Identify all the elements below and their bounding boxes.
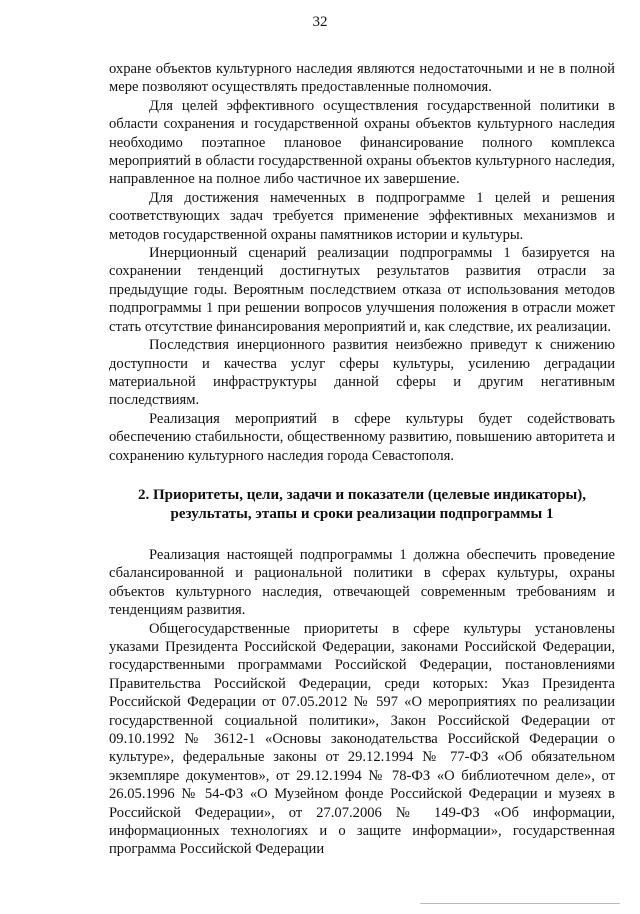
paragraph: охране объектов культурного наследия являются недостаточными и не в полной мере позволяют осуществлять предоставленные полномочия.	[109, 61, 615, 96]
paragraph: Реализация настоящей подпрограммы 1 должна обеспечить проведение сбалансированной и рациональной политики в сферах культуры, охраны объектов культурного наследия, отвечающей современным требованиям и тенденциям развития.	[109, 546, 615, 619]
section-heading-line: результаты, этапы и сроки реализации подпрограммы 1	[170, 505, 554, 522]
page-number: 32	[312, 14, 328, 30]
paragraph: Последствия инерционного развития неизбежно приведут к снижению доступности и качества услуг сферы культуры, усилению деградации материальной инфраструктуры данной сферы и другим негативным последствиям.	[109, 337, 615, 409]
paragraph: Общегосударственные приоритеты в сфере культуры установлены указами Президента Российской Федерации, законами Российской Федерации, государственными программами Российской Федерации, постановлениями Правительства Российской Федерации, среди которых: Указ Президента Российской Федерации от 07.05.2012 № 597 «О мероприятиях по реализации государственной социальной политики», Закон Российской Федерации от 09.10.1992 № 3612-1 «Основы законодательства Российской Федерации о культуре», федеральные законы от 29.12.1994 № 77-ФЗ «Об обязательном экземпляре документов», от 29.12.1994 № 78-ФЗ «О библиотечном деле», от 26.05.1996 № 54-ФЗ «О Музейном фонде Российской Федерации и музеях в Российской Федерации», от 27.07.2006 № 149-ФЗ «Об информации, информационных технологиях и о защите информации», государственная программа Российской Федерации	[109, 620, 615, 858]
paragraph: Инерционный сценарий реализации подпрограммы 1 базируется на сохранении тенденций достигнутых результатов развития отрасли за предыдущие годы. Вероятным последствием отказа от использования методов подпрограммы 1 при решении вопросов улучшения положения в отрасли может стать отсутствие финансирования мероприятий и, как следствие, их реализации.	[109, 245, 615, 335]
paragraph: Реализация мероприятий в сфере культуры будет содействовать обеспечению стабильности, общественному развитию, повышению авторитета и сохранению культурного наследия города Севастополя.	[109, 410, 615, 464]
document-body	[109, 60, 615, 859]
scan-edge-line	[420, 903, 620, 904]
paragraph: Для целей эффективного осуществления государственной политики в области сохранения и государственной охраны объектов культурного наследия необходимо поэтапное плановое финансирование полного комплекса мероприятий в области государственной охраны объектов культурного наследия, направленное на полное либо частичное их завершение.	[109, 97, 615, 188]
section-heading	[109, 486, 615, 524]
paragraph: Для достижения намеченных в подпрограмме 1 целей и решения соответствующих задач требуется применение эффективных механизмов и методов государственной охраны памятников истории и культуры.	[109, 189, 615, 243]
section-heading-line: 2. Приоритеты, цели, задачи и показатели (целевые индикаторы),	[138, 486, 586, 503]
